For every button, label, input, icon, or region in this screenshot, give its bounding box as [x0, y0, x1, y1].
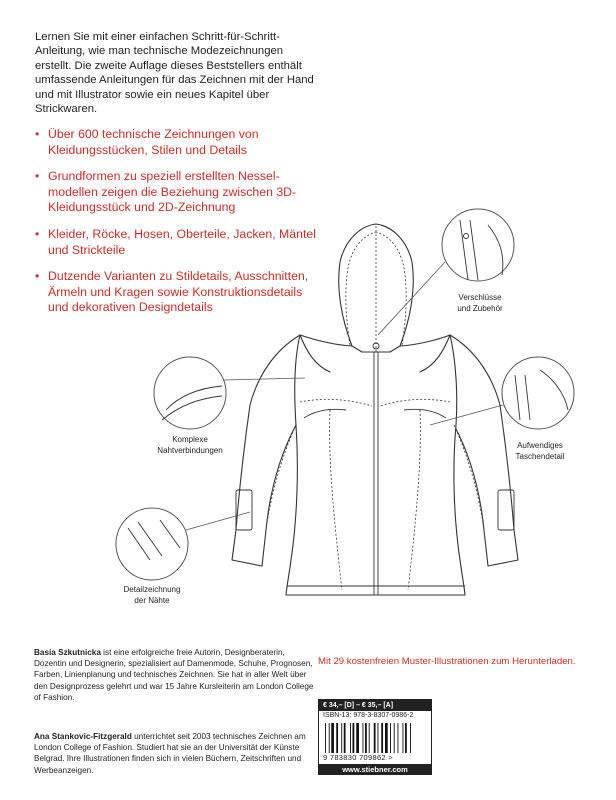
closures-callout-label: Verschlüsse und Zubehör	[457, 293, 503, 313]
left-sleeve	[232, 335, 300, 566]
bullet-icon: •	[35, 127, 40, 141]
feature-text: Über 600 technische Zeichnungen von Kleidungsstücken, Stilen und Details	[48, 127, 259, 157]
seams-callout-label: Komplexe Nahtverbindungen	[157, 435, 223, 455]
isbn-label: ISBN-13: 978-3-8307-0986-2	[323, 712, 414, 719]
ean-number: 9 783830 709862 >	[323, 753, 393, 762]
jacket-body	[286, 335, 465, 595]
feature-text: Kleider, Röcke, Hosen, Oberteile, Jacken, Mäntel und Strickteile	[48, 226, 316, 257]
feature-text: Dutzende Varianten zu Stildetails, Ausschnitten, Ärmeln und Kragen sowie Konstruktionsdetails und dekorativen Designdetails	[48, 269, 309, 315]
publisher-url[interactable]: www.stiebner.com	[319, 764, 431, 775]
author-bio-stankovic: Ana Stankovic-Fitzgerald unterrichtet seit 2003 technisches Zeichnen am London College of Fashion. Studiert hat sie an der Universität der Künste Belgrad. Ihre Illustrationen finden sich in vielen Büchern, Zeitschriften und Werbeanzeigen.	[34, 732, 306, 775]
free-download-note: Mit 29 kostenfreien Muster-Illustrationen zum Herunterladen.	[318, 656, 576, 667]
bullet-icon: •	[35, 169, 40, 184]
pocket-callout-label: Aufwendiges Taschendetail	[515, 441, 565, 461]
price-label: € 34,– [D] – € 35,– [A]	[319, 700, 431, 711]
barcode-icon	[325, 723, 425, 753]
author-name: Basia Szkutnicka	[34, 648, 101, 657]
author-bio-szkutnicka: Basia Szkutnicka ist eine erfolgreiche freie Autorin, Designberaterin, Dozentin und Designerin, spezialisiert auf Damenmode, Schuhe, Prognosen, Farben, Linienplanung und technisches Zeichnen. Sie hat in aller Welt über den Designprozess gelehrt und war 15 Jahre Kursleiterin am London College of Fashion.	[34, 648, 314, 702]
bullet-icon: •	[35, 269, 40, 284]
stitch-callout-label: Detailzeichnung der Nähte	[123, 585, 181, 605]
closures-detail-circle	[442, 209, 514, 281]
author-name: Ana Stankovic-Fitzgerald	[34, 732, 132, 741]
intro-paragraph: Lernen Sie mit einer einfachen Schritt-für-Schritt-Anleitung, wie man technische Modezeichnungen erstellt. Die zweite Auflage dieses Beststellers enthält umfassende Anleitungen für das Zeichnen mit der Hand und mit Illustrator sowie ein neues Kapitel über Strickwaren.	[35, 31, 314, 116]
pocket-detail-circle	[502, 357, 574, 429]
feature-text: Grundformen zu speziell erstellten Nesselmodellen zeigen die Beziehung zwischen 3D-Kleidungsstück und 2D-Zeichnung	[48, 169, 297, 215]
bullet-icon: •	[35, 226, 40, 241]
barcode-box	[318, 699, 432, 775]
